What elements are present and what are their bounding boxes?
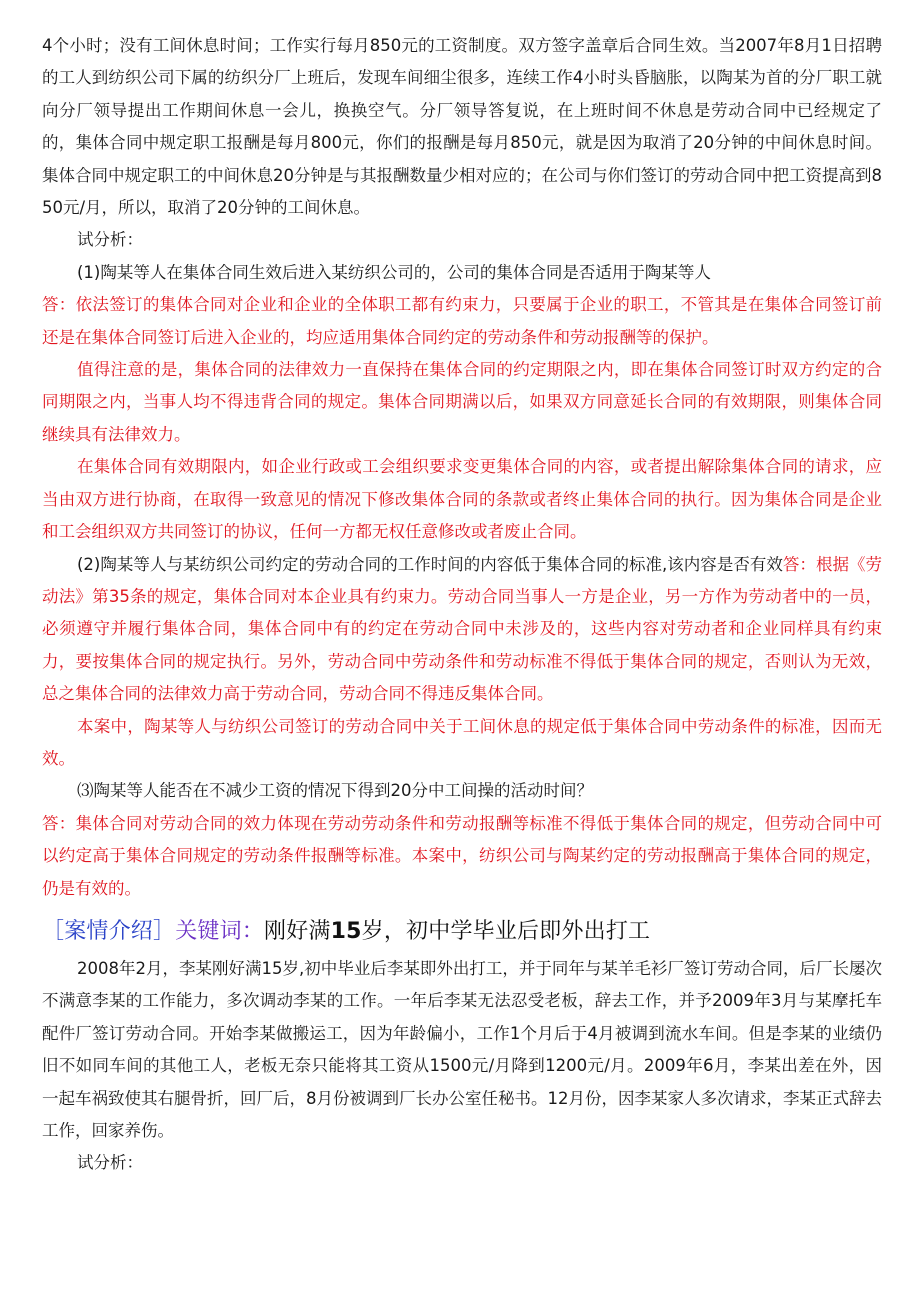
case1-question-3: ⑶陶某等人能否在不减少工资的情况下得到20分中工间操的活动时间？ bbox=[77, 781, 593, 801]
case1-answer-1: 答：依法签订的集体合同对企业和企业的全体职工都有约束力，只要属于企业的职工，不管其是在集体合同签订前还是在集体合同签订后进入企业的，均应适用集体合同约定的劳动条件和劳动报酬等的保护。 bbox=[42, 295, 882, 347]
case1-answer-2-paragraph-2: 本案中，陶某等人与纺织公司签订的劳动合同中关于工间休息的规定低于集体合同中劳动条件的标准，因而无效。 bbox=[42, 716, 882, 768]
keyword-text bbox=[264, 919, 650, 944]
case1-question-2: (2)陶某等人与某纺织公司约定的劳动合同的工作时间的内容低于集体合同的标准,该内容是否有效 bbox=[77, 554, 783, 574]
case1-answer-3: 答：集体合同对劳动合同的效力体现在劳动劳动条件和劳动报酬等标准不得低于集体合同的规定，但劳动合同中可以约定高于集体合同规定的劳动条件报酬等标准。本案中，纺织公司与陶某约定的劳动报酬高于集体合同的规定，仍是有效的。 bbox=[42, 813, 882, 898]
case2-analysis-label: 试分析： bbox=[77, 1153, 143, 1173]
case1-intro-paragraph: 4个小时；没有工间休息时间；工作实行每月850元的工资制度。双方签字盖章后合同生效。当2007年8月1日招聘的工人到纺织公司下属的纺织分厂上班后，发现车间细尘很多，连续工作4小时头昏脑胀，以陶某为首的分厂职工就向分厂领导提出工作期间休息一会儿，换换空气。分厂领导答复说，在上班时间不休息是劳动合同中已经规定了的，集体合同中规定职工报酬是每月800元，你们的报酬是每月850元，就是因为取消了20分钟的中间休息时间。集体合同中规定职工的中间休息20分钟是与其报酬数量少相对应的；在公司与你们签订的劳动合同中把工资提高到850元/月，所以，取消了20分钟的工间休息。 bbox=[42, 36, 882, 218]
case2-body-paragraph: 2008年2月，李某刚好满15岁,初中毕业后李某即外出打工，并于同年与某羊毛衫厂签订劳动合同，后厂长屡次不满意李某的工作能力，多次调动李某的工作。一年后李某无法忍受老板，辞去工作，并予2009年3月与某摩托车配件厂签订劳动合同。开始李某做搬运工，因为年龄偏小，工作1个月后于4月被调到流水车间。但是李某的业绩仍旧不如同车间的其他工人，老板无奈只能将其工资从1500元/月降到1200元/月。2009年6月，李某出差在外，因一起车祸致使其右腿骨折，回厂后，8月份被调到厂长办公室任秘书。12月份，因李某家人多次请求，李某正式辞去工作，回家养伤。 bbox=[42, 958, 882, 1140]
keyword-text-part-a: 刚好满 bbox=[264, 918, 331, 944]
case1-analysis-label: 试分析： bbox=[77, 230, 143, 250]
document-page bbox=[42, 30, 882, 1180]
case1-answer-1-paragraph-2: 值得注意的是，集体合同的法律效力一直保持在集体合同的约定期限之内，即在集体合同签订时双方约定的合同期限之内，当事人均不得违背合同的规定。集体合同期满以后，如果双方同意延长合同的有效期限，则集体合同继续具有法律效力。 bbox=[42, 360, 882, 444]
keyword-age-number: 15 bbox=[330, 918, 362, 944]
case1-question-1: (1)陶某等人在集体合同生效后进入某纺织公司的，公司的集体合同是否适用于陶某等人 bbox=[77, 262, 711, 282]
case2-heading bbox=[42, 913, 882, 951]
keyword-label: 关键词： bbox=[175, 918, 265, 944]
case1-answer-1-paragraph-3: 在集体合同有效期限内，如企业行政或工会组织要求变更集体合同的内容，或者提出解除集体合同的请求，应当由双方进行协商，在取得一致意见的情况下修改集体合同的条款或者终止集体合同的执行。因为集体合同是企业和工会组织双方共同签订的协议，任何一方都无权任意修改或者废止合同。 bbox=[42, 457, 882, 542]
case1-question-2-block bbox=[42, 549, 882, 711]
case-intro-tag: ［案情介绍］ bbox=[42, 918, 176, 944]
keyword-text-part-b: 岁，初中学毕业后即外出打工 bbox=[361, 918, 651, 944]
case1-answer-2: 答：根据《劳动法》第35条的规定，集体合同对本企业具有约束力。劳动合同当事人一方是企业，另一方作为劳动者中的一员，必须遵守并履行集体合同，集体合同中有的约定在劳动合同中未涉及的，这些内容对劳动者和企业同样具有约束力，要按集体合同的规定执行。另外，劳动合同中劳动条件和劳动标准不得低于集体合同的规定，否则认为无效，总之集体合同的法律效力高于劳动合同，劳动合同不得违反集体合同。 bbox=[42, 554, 882, 704]
